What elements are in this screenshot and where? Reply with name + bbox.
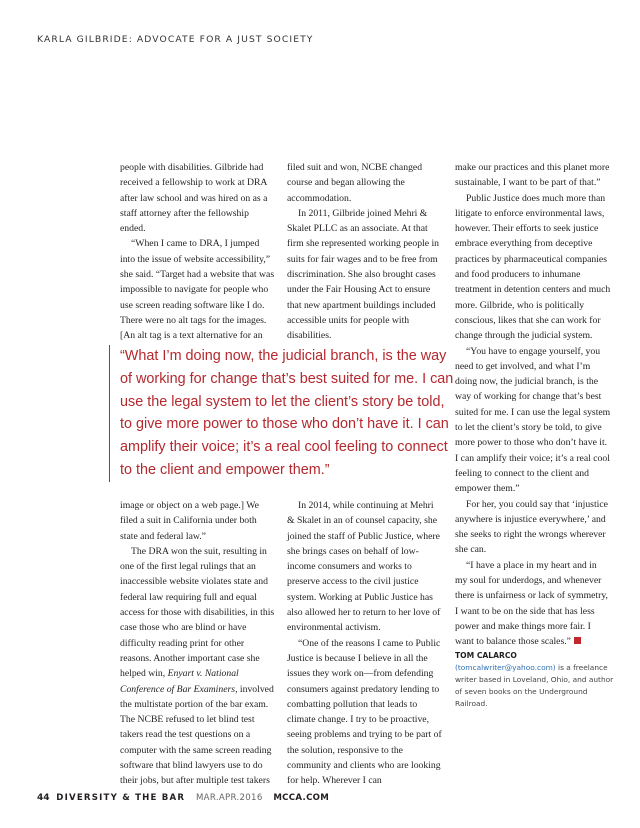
paragraph: “When I came to DRA, I jumped into the issue of website accessibility,” she said. “Target had a website that was impossible to navigate for people who use screen reading software like I do. There were no alt tags for the images. [An alt tag is a text alternative for an: [120, 238, 275, 342]
website-link[interactable]: MCCA.COM: [273, 793, 330, 803]
paragraph: In 2014, while continuing at Mehri & Skalet in an of counsel capacity, she joined the staff of Public Justice, where she brings cases on behalf of low-income consumers and works to preserve access to the civil justice system. Working at Public Justice has also allowed her to return to her love of environmental activism.: [287, 500, 441, 634]
pull-quote: “What I’m doing now, the judicial branch, is the way of working for change that’s best suited for me. I can use the legal system to let the client’s story be told, to give more power to those who don’t have it. I can amplify their voice; it’s a real cool feeling to connect to the client and empower them.”: [109, 345, 460, 482]
issue-date: MAR.APR.2016: [195, 793, 263, 803]
paragraph: “You have to engage yourself, you need to get involved, and what I’m doing now, the judicial branch, is the way of working for change that’s best suited for me. I can use the legal system to let the client’s story be told, to give more power to those who don’t have it. I can amplify their voice; it’s a real cool feeling to connect to the client and empower them.”: [455, 345, 611, 495]
article-column-3: [455, 160, 611, 650]
paragraph: make our practices and this planet more sustainable, I want to be part of that.”: [455, 162, 610, 189]
author-bio-text: is a freelance writer based in Loveland, Ohio, and author of seven books on the Underground Railroad.: [455, 663, 614, 709]
author-email-link[interactable]: (tomcalwriter@yahoo.com): [455, 663, 556, 673]
running-head: KARLA GILBRIDE: ADVOCATE FOR A JUST SOCIETY: [37, 34, 314, 45]
page-footer: [37, 793, 329, 803]
paragraph: For her, you could say that ‘injustice anywhere is injustice everywhere,’ and she seeks to right the wrongs wherever she can.: [455, 498, 608, 556]
author-bio: [455, 650, 615, 710]
paragraph-text: “I have a place in my heart and in my soul for underdogs, and whenever there is unfairness or lack of symmetry, I want to be on the side that has less power and make things more fair. I want to balance those scales.”: [455, 559, 608, 648]
paragraph: filed suit and won, NCBE changed course and began allowing the accommodation.: [287, 162, 423, 204]
magazine-title: DIVERSITY & THE BAR: [56, 793, 186, 803]
article-column-2-bottom: [287, 498, 443, 789]
article-column-1-bottom: [120, 498, 276, 789]
end-mark-icon: [574, 637, 581, 644]
page-number: 44: [37, 793, 50, 803]
paragraph: “One of the reasons I came to Public Justice is because I believe in all the issues they work on—from defending consumers against predatory lending to combatting pollution that leads to climate change. I try to be proactive, seeing problems and trying to be part of the solution, responsive to the community and clients who are looking for help. Wherever I can: [287, 637, 442, 787]
paragraph-text: , involved the multistate portion of the bar exam. The NCBE refused to let blind test takers read the test questions on a computer with the same screen reading software that blind lawyers use to do their jobs, but after multiple test takers: [120, 683, 274, 787]
paragraph: [455, 558, 611, 650]
article-column-1-top: [120, 160, 276, 344]
paragraph: In 2011, Gilbride joined Mehri & Skalet PLLC as an associate. At that firm she represented working people in suits for fair wages and to be free from discrimination. She also brought cases under the Fair Housing Act to ensure that new apartment buildings included accessible units for people with disabilities.: [287, 207, 439, 342]
paragraph-text: The DRA won the suit, resulting in one of the first legal rulings that an inaccessible website violates state and federal law requiring full and equal access for those with disabilities, in this case those who are blind or have difficulty reading print for other reasons. Another important case she helped win,: [120, 545, 275, 680]
paragraph: [120, 544, 276, 789]
author-name: TOM CALARCO: [455, 651, 517, 660]
paragraph: Public Justice does much more than litigate to enforce environmental laws, however. Their efforts to seek justice embrace everything from deceptive practices by pharmaceutical companies and food producers to inhumane treatment in detention centers and much more. Gilbride, who is politically conscious, likes that she can work for change through the judicial system.: [455, 192, 611, 342]
article-column-2-top: [287, 160, 443, 344]
paragraph: image or object on a web page.] We filed a suit in California under both state and federal law.”: [120, 500, 259, 542]
paragraph: people with disabilities. Gilbride had received a fellowship to work at DRA after law school and was hired on as a staff attorney after the fellowship ended.: [120, 162, 268, 235]
case-name: Enyart v. National Conference of Bar Examiners: [120, 668, 239, 695]
